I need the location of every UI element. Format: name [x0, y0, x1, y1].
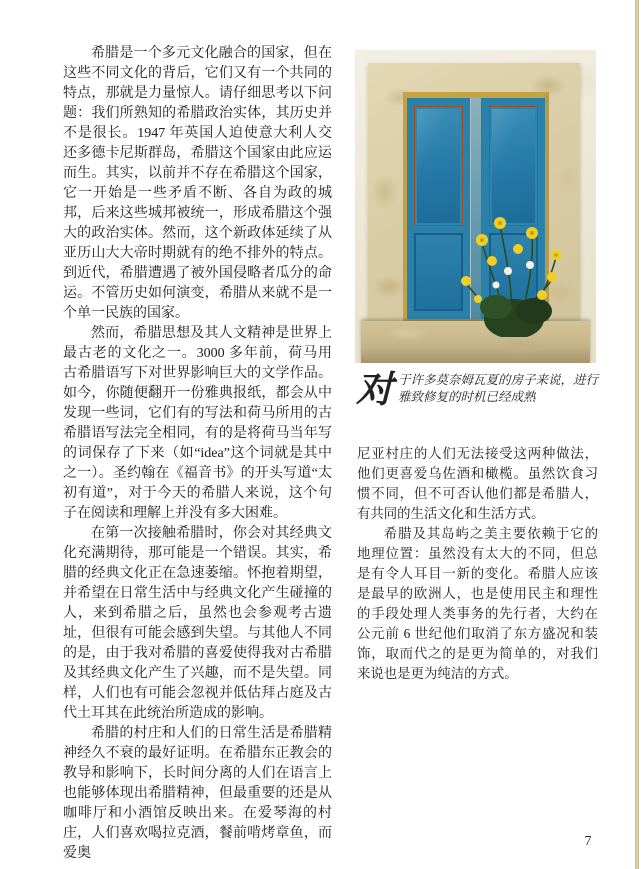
caption-text: 于许多莫奈姆瓦夏的房子来说，进行雅致修复的时机已经成熟 [398, 373, 599, 404]
right-text-column [357, 444, 598, 684]
paragraph: 然而，希腊思想及其人文精神是世界上最古老的文化之一。3000 多年前，荷马用古希腊语写下对世界影响巨大的文学作品。如今，你随便翻开一份雅典报纸，都会从中发现一些词，它们有的写法和荷马所用的古希腊语写法完全相同，有的是将荷马当年写的词保存了下来（如“idea”这个词就是其中之一）。圣约翰在《福音书》的开头写道“太初有道”，对于今天的希腊人来说，这个句子在阅读和理解上并没有多大困难。 [63, 326, 332, 521]
blue-window-photo [355, 50, 596, 363]
paragraph: 希腊及其岛屿之美主要依赖于它的地理位置：虽然没有太大的不同，但总是有令人耳目一新的变化。希腊人应该是最早的欧洲人，也是使用民主和理性的手段处理人类事务的先行者，大约在公元前 6 世纪他们取消了东方盛况和装饰，取而代之的是更为简单的，对我们来说也是更为纯洁的方式。 [357, 526, 598, 681]
photo-caption [356, 370, 599, 411]
paragraph: 在第一次接触希腊时，你会对其经典文化充满期待，那可能是一个错误。其实，希腊的经典文化正在急速萎缩。怀抱着期望，并希望在日常生活中与经典文化产生碰撞的人，来到希腊之后，虽然也会参观考古遗址，但很有可能会感到失望。与其他人不同的是，由于我对希腊的喜爱使得我对古希腊及其经典文化产生了兴趣，而不是失望。同样，人们也有可能会忽视并低估拜占庭及古代土耳其在此统治所造成的影响。 [63, 526, 332, 721]
paragraph: 希腊是一个多元文化融合的国家，但在这些不同文化的背后，它们又有一个共同的特点，那就是力量惊人。请仔细思考以下问题：我们所熟知的希腊政治实体，其历史并不是很长。1947 年英国人迫使意大利人交还多德卡尼斯群岛，希腊这个国家由此应运而生。其实，以前并不存在希腊这个国家，它一开始是一些矛盾不断、各自为政的城邦，后来这些城邦被统一，形成希腊这个强大的政治实体。然而，这个新政体延续了从亚历山大大帝时期就有的绝不排外的特点。到近代，希腊遭遇了被外国侵略者瓜分的命运。不管历史如何演变，希腊从来就不是一个单一民族的国家。 [63, 46, 332, 321]
paragraph: 希腊的村庄和人们的日常生活是希腊精神经久不衰的最好证明。在希腊东正教会的教导和影响下，长时间分离的人们在语言上也能够体现出希腊精神，但最重要的还是从咖啡厅和小酒馆反映出来。在爱琴海的村庄，人们喜欢喝拉克酒，餐前啃烤章鱼，而爱奥 [63, 726, 332, 861]
left-text-column [63, 44, 332, 864]
page-margin-rule [635, 0, 639, 869]
yellow-wildflowers [448, 187, 568, 337]
paragraph: 尼亚村庄的人们无法接受这两种做法，他们更喜爱乌佐酒和橄榄。虽然饮食习惯不同，但不可否认他们都是希腊人，有共同的生活文化和生活方式。 [357, 446, 598, 521]
page-number: 7 [584, 834, 592, 849]
caption-dropcap: 对 [356, 370, 393, 411]
